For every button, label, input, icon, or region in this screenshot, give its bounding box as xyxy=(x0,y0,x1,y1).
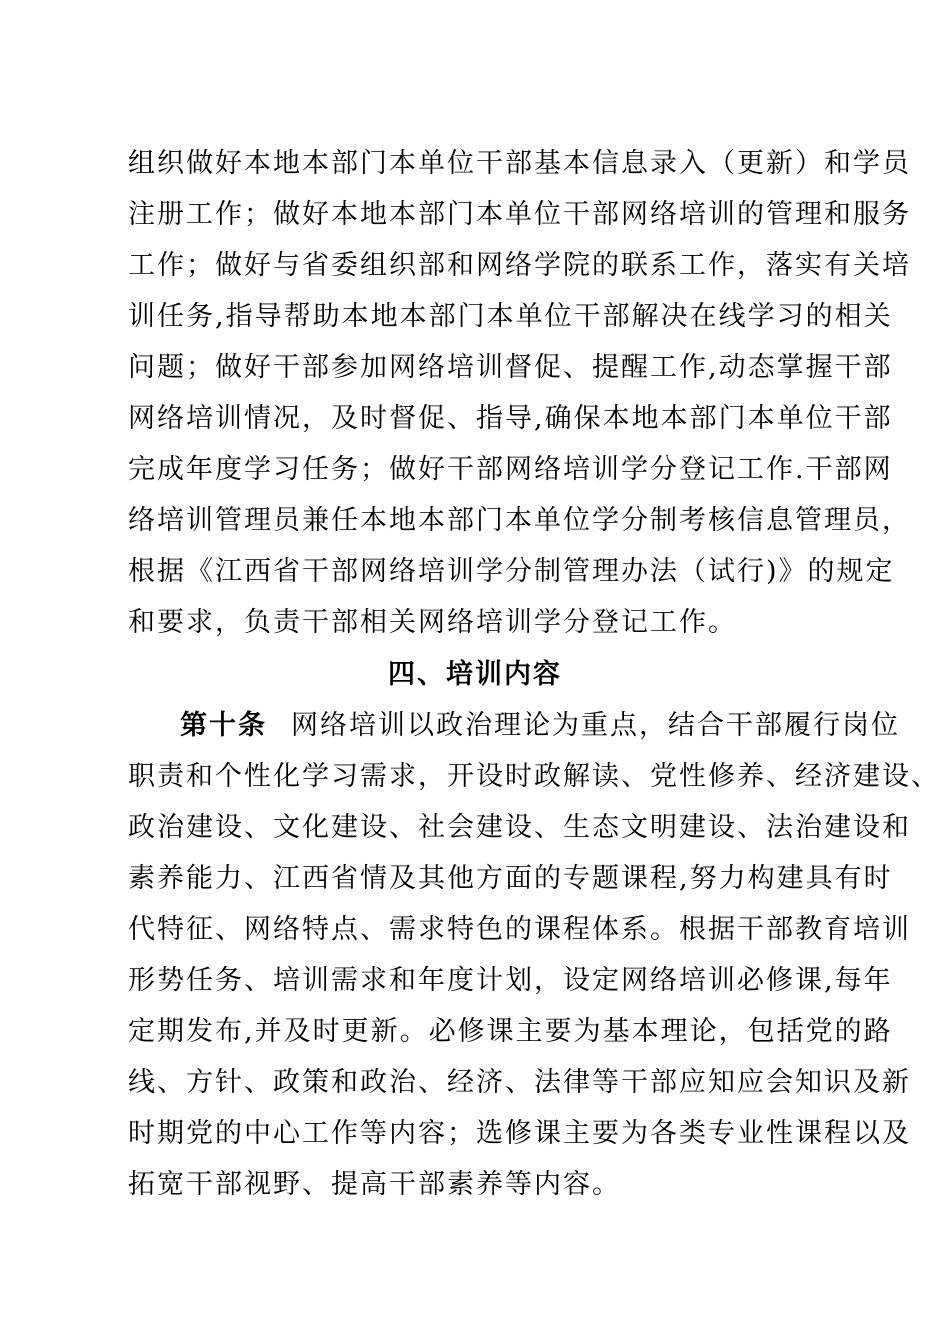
paragraph-line: 网络培训情况，及时督促、指导,确保本地本部门本单位干部 xyxy=(128,403,893,434)
paragraph-line: 和要求，负责干部相关网络培训学分登记工作。 xyxy=(128,607,737,638)
section-9-continued-paragraph xyxy=(128,138,911,648)
article-label: 第十条 xyxy=(180,710,267,741)
paragraph-line: 定期发布,并及时更新。必修课主要为基本理论，包括党的路 xyxy=(128,1016,893,1047)
paragraph-line: 拓宽干部视野、提高干部素养等内容。 xyxy=(128,1169,621,1200)
paragraph-line: 线、方针、政策和政治、经济、法律等干部应知应会知识及新 xyxy=(128,1067,911,1098)
article-first-line xyxy=(128,700,900,751)
paragraph-line: 问题；做好干部参加网络培训督促、提醒工作,动态掌握干部 xyxy=(128,352,893,383)
article-first-line-text: 网络培训以政治理论为重点，结合干部履行岗位 xyxy=(291,710,900,741)
paragraph-line: 政治建设、文化建设、社会建设、生态文明建设、法治建设和 xyxy=(128,812,911,843)
paragraph-line: 络培训管理员兼任本地本部门本单位学分制考核信息管理员， xyxy=(128,505,911,536)
article-10-paragraph xyxy=(128,700,940,1210)
paragraph-line: 素养能力、江西省情及其他方面的专题课程,努力构建具有时 xyxy=(128,863,893,894)
paragraph-line: 完成年度学习任务；做好干部网络培训学分登记工作.干部网 xyxy=(128,454,893,485)
paragraph-line: 根据《江西省干部网络培训学分制管理办法（试行)》的规定 xyxy=(128,556,895,587)
paragraph-line: 注册工作；做好本地本部门本单位干部网络培训的管理和服务 xyxy=(128,199,911,230)
paragraph-line: 训任务,指导帮助本地本部门本单位干部解决在线学习的相关 xyxy=(128,301,893,332)
paragraph-line: 代特征、网络特点、需求特色的课程体系。根据干部教育培训 xyxy=(128,914,911,945)
paragraph-line: 组织做好本地本部门本单位干部基本信息录入（更新）和学员 xyxy=(128,148,911,179)
paragraph-line: 形势任务、培训需求和年度计划，设定网络培训必修课,每年 xyxy=(128,965,893,996)
paragraph-line: 职责和个性化学习需求，开设时政解读、党性修养、经济建设、 xyxy=(128,761,940,792)
section-heading: 四、培训内容 xyxy=(388,659,562,690)
paragraph-line: 时期党的中心工作等内容；选修课主要为各类专业性课程以及 xyxy=(128,1118,911,1149)
paragraph-line: 工作；做好与省委组织部和网络学院的联系工作，落实有关培 xyxy=(128,250,911,281)
